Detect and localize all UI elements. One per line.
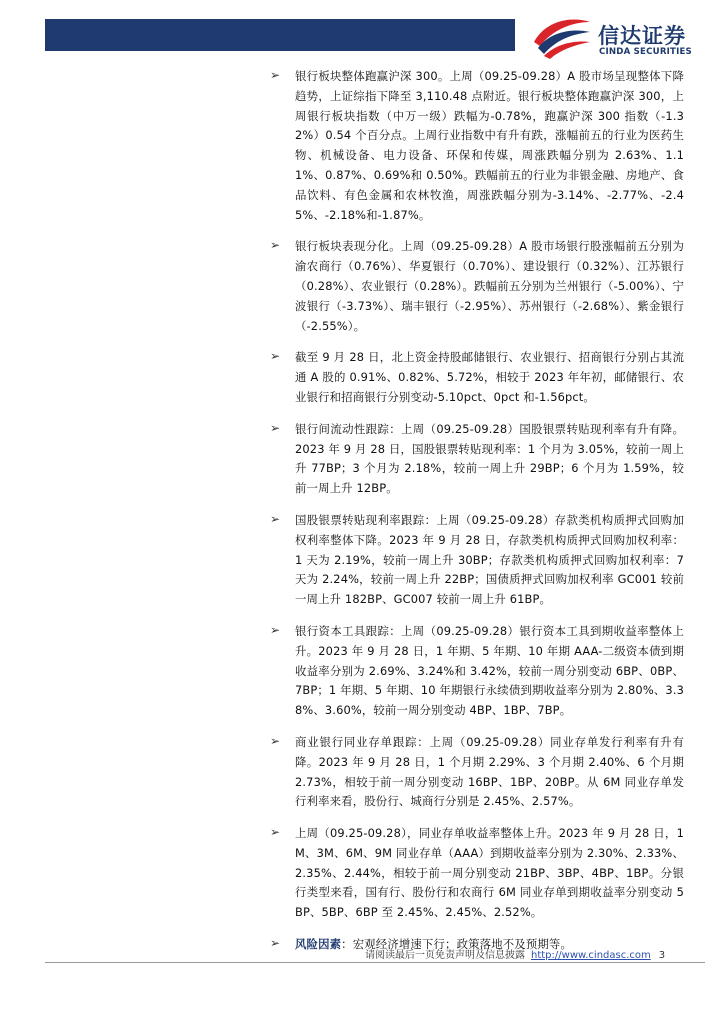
list-item [270,348,684,407]
paragraph-text: 商业银行同业存单跟踪：上周（09.25-09.28）同业存单发行利率有升有降。2023 年 9 月 28 日，1 个月期 2.29%、3 个月期 2.40%、6 个月期 2.73%，相较于前一周分别变动 16BP、1BP、20BP。从 6M 同业存单发行利率来看，股份行、城商行分别是 2.45%、2.57%。 [295,734,684,809]
list-item [270,824,684,923]
paragraph-text: 国股银票转贴现利率跟踪：上周（09.25-09.28）存款类机构质押式回购加权利率整体下降。2023 年 9 月 28 日，存款类机构质押式回购加权利率：1 天为 2.19%，较前一周上升 30BP；存款类机构质押式回购加权利率：7 天为 2.24%，较前一周上升 22BP；国债质押式回购加权利率 GC001 较前一周上升 182BP、GC007 较前一周上升 61BP。 [295,512,684,607]
footer-website-link[interactable]: http://www.cindasc.com [531,950,651,961]
page-footer [365,946,705,961]
bullet-list [270,67,684,967]
risk-label: 风险因素 [295,937,342,952]
list-item [270,237,684,336]
logo-swoosh-icon [528,12,594,60]
paragraph-text: 银行板块表现分化。上周（09.25-09.28）A 股市场银行股涨幅前五分别为渝农商行（0.76%）、华夏银行（0.70%）、建设银行（0.32%）、江苏银行（0.28%）、农业银行（0.28%）。跌幅前五分别为兰州银行（-5.00%）、宁波银行（-3.73%）、瑞丰银行（-2.95%）、苏州银行（-2.68%）、紫金银行（-2.55%）。 [295,239,684,333]
paragraph-text: 银行间流动性跟踪：上周（09.25-09.28）国股银票转贴现利率有升有降。2023 年 9 月 28 日，国股银票转贴现利率：1 个月为 3.05%，较前一周上升 77BP；3 个月为 2.18%，较前一周上升 29BP；6 个月为 1.59%，较前一周上升 12BP。 [295,421,684,496]
page-number: 3 [658,950,666,961]
list-item [270,420,684,499]
bullet-arrow-icon: ➢ [270,238,281,253]
paragraph-text: 截至 9 月 28 日，北上资金持股邮储银行、农业银行、招商银行分别占其流通 A 股的 0.91%、0.82%、5.72%，相较于 2023 年年初，邮储银行、农业银行和招商银行分别变动-5.10pct、0pct 和-1.56pct。 [295,350,684,404]
footer-divider [45,962,705,963]
bullet-arrow-icon: ➢ [270,733,281,748]
bullet-arrow-icon: ➢ [270,936,281,951]
company-logo [528,12,718,60]
list-item [270,511,684,610]
risk-text: ：宏观经济增速下行；政策落地不及预期等。 [341,937,572,952]
bullet-arrow-icon: ➢ [270,420,281,435]
bullet-arrow-icon: ➢ [270,68,281,82]
logo-text-cn: 信达证券 [598,24,686,48]
paragraph-text: 上周（09.25-09.28），同业存单收益率整体上升。2023 年 9 月 28 日，1M、3M、6M、9M 同业存单（AAA）到期收益率分别为 2.30%、2.33%、2.35%、2.44%，相较于前一周分别变动 21BP、3BP、4BP、1BP。分银行类型来看，国有行、股份行和农商行 6M 同业存单到期收益率分别变动 5BP、5BP、6BP 至 2.45%、2.45%、2.52%。 [295,826,684,920]
bullet-arrow-icon: ➢ [270,622,281,637]
footer-disclaimer: 请阅读最后一页免责声明及信息披露 [365,950,525,961]
logo-text-en: CINDA SECURITIES [599,47,692,57]
bullet-arrow-icon: ➢ [270,349,281,364]
list-item [270,622,684,721]
list-item [270,733,684,812]
paragraph-text: 银行板块整体跑赢沪深 300。上周（09.25-09.28）A 股市场呈现整体下降趋势，上证综指下降至 3,110.48 点附近。银行板块整体跑赢沪深 300，上周银行板块指数（中万一级）跌幅为-0.78%，跑赢沪深 300 指数（-1.32%）0.54 个百分点。上周行业指数中有升有跌，涨幅前五的行业为医药生物、机械设备、电力设备、环保和传媒，周涨跌幅分别为 2.63%、1.11%、0.87%、0.69%和 0.50%。跌幅前五的行业为非银金融、房地产、食品饮料、有色金属和农林牧渔，周涨跌幅分别为-3.14%、-2.77%、-2.45%、-2.18%和-1.87%。 [295,69,684,222]
bullet-arrow-icon: ➢ [270,511,281,526]
bullet-arrow-icon: ➢ [270,825,281,840]
paragraph-text: 银行资本工具跟踪：上周（09.25-09.28）银行资本工具到期收益率整体上升。2023 年 9 月 28 日，1 年期、5 年期、10 年期 AAA-二级资本债到期收益率分别为 2.69%、3.24%和 3.42%，较前一周分别变动 6BP、0BP、7BP；1 年期、5 年期、10 年期银行永续债到期收益率分别为 2.80%、3.38%、3.60%，较前一周分别变动 4BP、1BP、7BP。 [295,623,684,718]
header-bar [45,19,515,51]
list-item [270,67,684,225]
